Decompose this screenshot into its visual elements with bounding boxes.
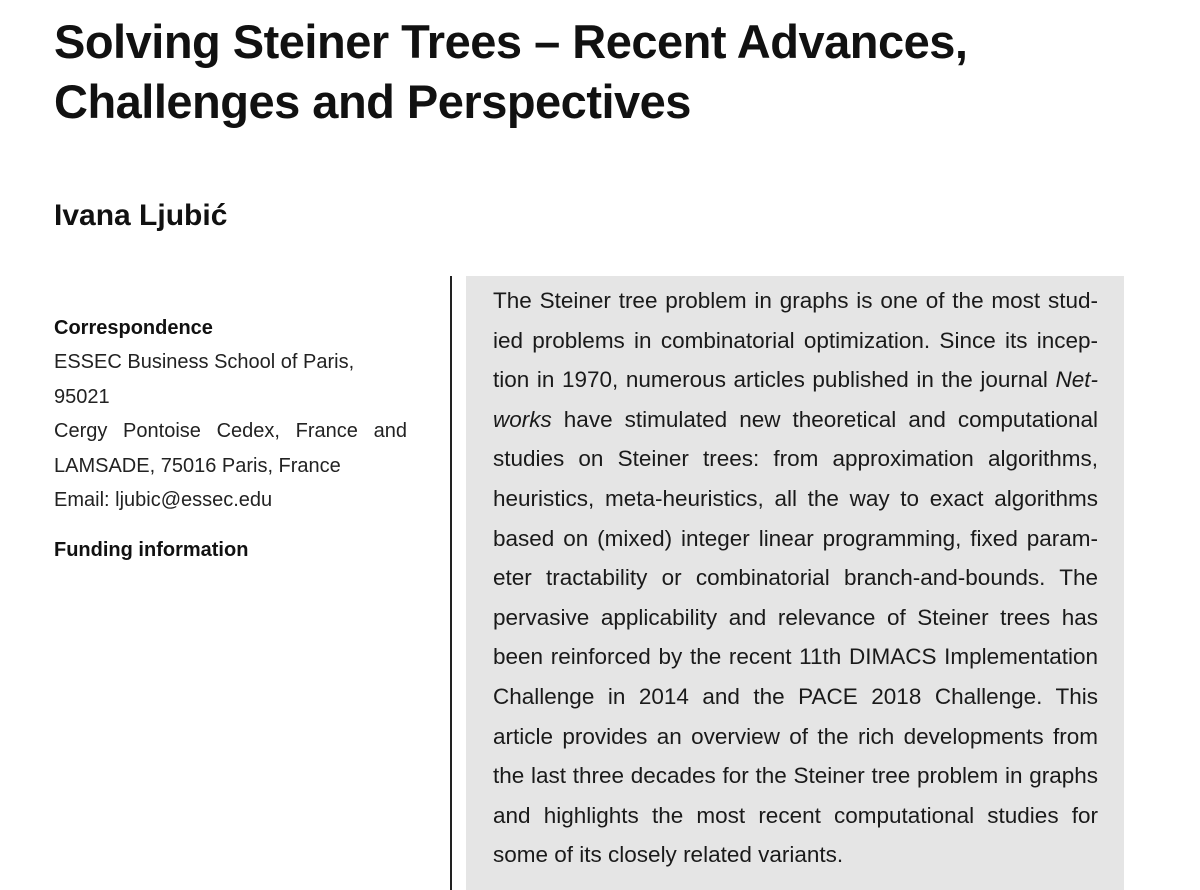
paper-title: Solving Steiner Trees – Recent Advances, Challenges and Perspectives [54,15,968,128]
author-name: Ivana Ljubić [54,199,228,232]
correspondence-email: Email: ljubic@essec.edu [54,489,273,512]
abstract-part-1: The Steiner tree problem in graphs is one of the most studied problems in combinatorial optimization. Since its inception in 1970, numerous articles published in the journal [493,288,1098,393]
abstract-left-rule [450,276,452,890]
abstract-text [493,281,1098,875]
correspondence-line-1: ESSEC Business School of Paris, 95021 [54,351,355,408]
journal-name: Networks [493,367,1098,432]
abstract-part-2: have stimulated new theoretical and computational studies on Steiner trees: from approximation algorithms, heuristics, meta-heuristics, all the way to exact algorithms based on (mixed) integer linear programming, fixed parameter tractability or combinatorial branch-and-bounds. The pervasive applicability and relevance of Steiner trees has been reinforced by the recent 11th DIMACS Implementation Challenge in 2014 and the PACE 2018 Challenge. This article provides an overview of the rich developments from the last three decades for the Steiner tree problem in graphs and highlights the most recent computational studies for some of its closely related variants. [493,406,1098,868]
correspondence-line-3: LAMSADE, 75016 Paris, France [54,454,341,477]
sidebar-info [54,311,407,568]
correspondence-heading: Correspondence [54,317,213,339]
funding-heading: Funding information [54,539,249,562]
correspondence-line-2: Cergy Pontoise Cedex, France and [54,420,407,443]
abstract-box [466,276,1124,890]
